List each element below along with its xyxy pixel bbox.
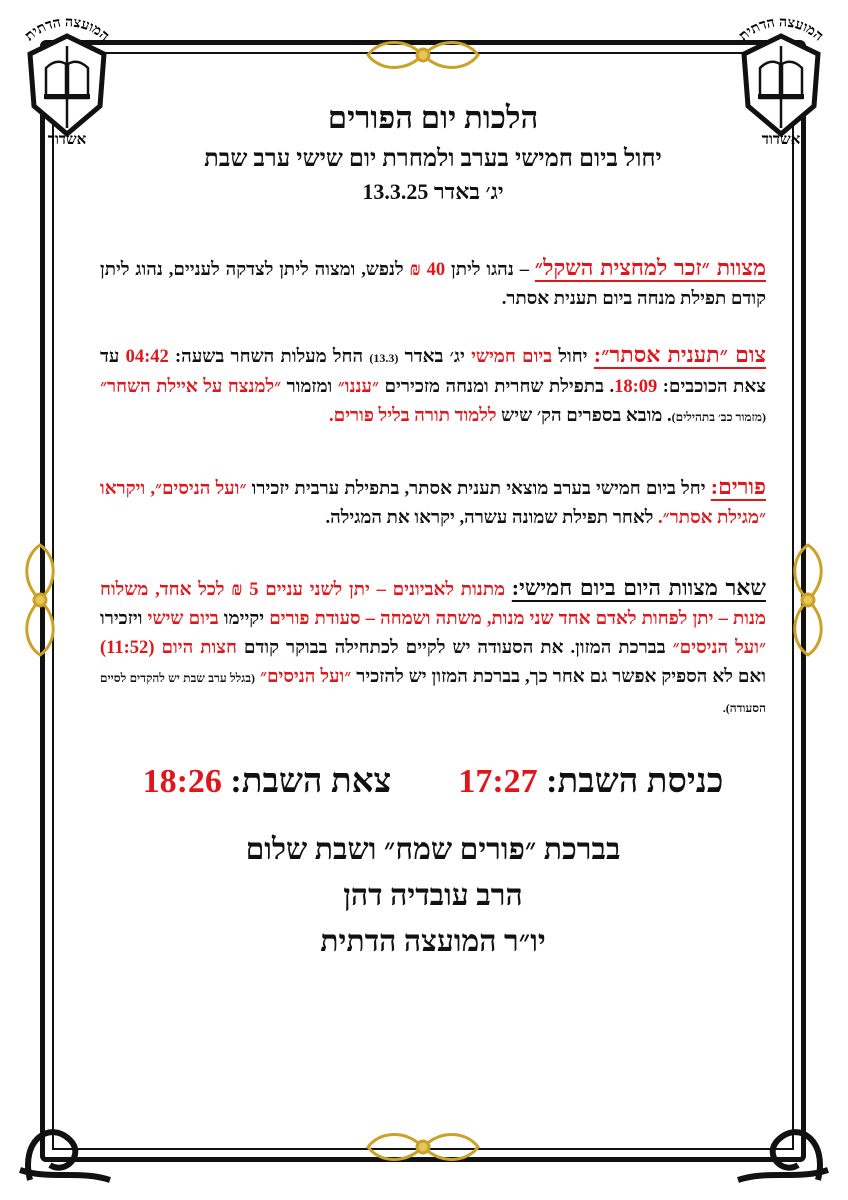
svg-text:אשדוד: אשדוד	[761, 132, 801, 146]
text-segment: (מזמור כב׳ בתהילים)	[671, 410, 766, 424]
page-title: הלכות יום הפורים	[327, 100, 539, 135]
svg-text:המועצה הדתית: המועצה הדתית	[22, 15, 112, 45]
svg-text:אשדוד: אשדוד	[47, 132, 87, 146]
text-segment: 40 ₪	[409, 260, 446, 280]
gold-ornament-right	[788, 535, 828, 665]
gold-ornament-bottom	[358, 1128, 488, 1166]
page-date: יג׳ באדר 13.3.25	[362, 179, 504, 204]
closing-blessing: בברכת ״פורים שמח״ ושבת שלום	[245, 833, 621, 866]
text-segment: בברכת המזון. את הסעודה יש לקיים לכתחילה בבוקר קודם	[236, 638, 673, 658]
text-segment: ואם לא הספיק אפשר גם אחר כך, בברכת המזון יש להזכיר	[351, 667, 767, 687]
corner-flourish-bottom-left	[10, 1080, 120, 1190]
text-segment: . בתפילת שחרית ומנחה מזכירים	[379, 377, 615, 397]
text-segment: עד צאת הכוכבים:	[100, 347, 766, 397]
text-segment: 18:09	[614, 377, 658, 397]
text-segment: ללמוד תורה בליל פורים.	[329, 406, 497, 426]
text-segment: יקיימו	[218, 609, 270, 629]
paragraph-purim	[100, 472, 766, 533]
paragraph-half-shekel	[100, 253, 766, 314]
paragraph-other-mitzvot	[100, 573, 766, 723]
svg-text:המועצה הדתית: המועצה הדתית	[736, 15, 826, 45]
paragraph-heading: צום ״תענית אסתר״:	[593, 342, 767, 367]
text-segment: לאחר תפילת שמונה עשרה, יקראו את המגילה.	[325, 508, 659, 528]
text-segment: 04:42	[125, 347, 169, 367]
text-segment: מתנות לאביונים – יתן לשני עניים 5 ₪ לכל אחד, משלוח מנות – יתן לפחות לאדם אחד שני מנות, משתה ושמחה – סעודת פורים	[100, 580, 766, 629]
shabbat-times	[100, 763, 766, 801]
shabbat-entry-label: כניסת השבת:	[546, 763, 724, 800]
text-segment: ומזמור	[281, 377, 338, 397]
gold-ornament-left	[20, 535, 60, 665]
corner-flourish-bottom-right	[728, 1080, 838, 1190]
text-segment: לנפש, ומצוה ליתן לצדקה לעניים, נהוג ליתן קודם תפילת מנחה ביום תענית אסתר.	[100, 260, 766, 309]
closing-block	[100, 827, 766, 965]
text-segment: ״ועל הניסים״	[259, 667, 352, 687]
text-segment: . מובא בספרים הק׳ שיש	[496, 406, 672, 426]
text-segment: ״ועל הניסים״	[672, 638, 766, 658]
text-segment: חצות היום (11:52)	[100, 638, 237, 658]
text-segment: יג׳ באדר	[398, 347, 472, 367]
text-segment: יחול	[552, 347, 594, 367]
text-segment: ״עננו״	[337, 377, 380, 397]
paragraph-heading: מצוות ״זכר למחצית השקל״	[534, 255, 766, 280]
shabbat-entry-time: 17:27	[458, 763, 538, 800]
text-segment: ביום שישי	[147, 609, 219, 629]
text-segment: – נהגו ליתן	[445, 260, 535, 280]
signer-name: הרב עובדיה דהן	[343, 879, 523, 912]
shabbat-exit-label: צאת השבת:	[230, 763, 392, 800]
text-segment: ״למנצח על איילת השחר״	[100, 377, 282, 397]
text-segment: ביום חמישי	[471, 347, 553, 367]
gold-ornament-top	[358, 36, 488, 74]
signer-role: יו״ר המועצה הדתית	[320, 925, 546, 958]
page-subtitle: יחול ביום חמישי בערב ולמחרת יום שישי ערב שבת	[204, 146, 662, 172]
text-segment: ״ועל הניסים״, ויקראו ״מגילת אסתר״.	[100, 479, 766, 528]
paragraph-fast-of-esther	[100, 340, 766, 432]
text-segment: יחל ביום חמישי בערב מוצאי תענית אסתר, בתפילת ערבית יזכירו	[246, 479, 711, 499]
text-segment: (13.3)	[369, 351, 399, 365]
shabbat-exit-time: 18:26	[142, 763, 222, 800]
paragraph-heading: שאר מצוות היום ביום חמישי:	[511, 575, 766, 600]
document-body	[100, 100, 766, 965]
text-segment: החל מעלות השחר בשעה:	[168, 347, 370, 367]
paragraph-heading: פורים:	[710, 474, 766, 499]
text-segment: (בגלל ערב שבת יש להקדים לסיים הסעודה).	[100, 671, 766, 715]
text-segment: ויזכירו	[100, 609, 148, 629]
